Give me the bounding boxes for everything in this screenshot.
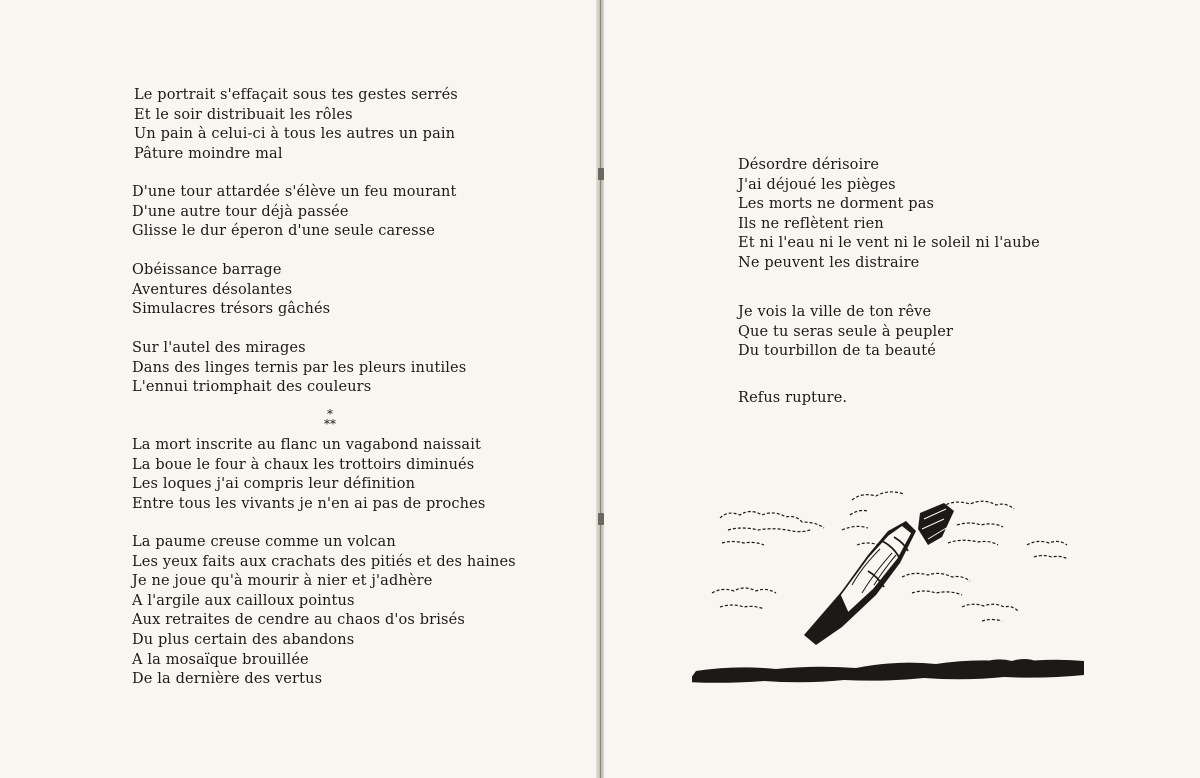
poem-line: Et ni l'eau ni le vent ni le soleil ni l'aube (738, 235, 1040, 252)
poem-line: Les yeux faits aux crachats des pitiés et des haines (132, 553, 516, 570)
poem-line: La mort inscrite au flanc un vagabond naissait (132, 437, 481, 453)
poem-line: Les loques j'ai compris leur définition (132, 476, 416, 493)
stanza (132, 261, 330, 320)
poem-line: Aux retraites de cendre au chaos d'os brisés (132, 612, 465, 629)
poem-line: A la mosaïque brouillée (132, 651, 309, 668)
left-page (0, 0, 598, 778)
poem-line: Je ne joue qu'à mourir à nier et j'adhère (132, 573, 433, 590)
poem-line: Obéissance barrage (132, 262, 282, 278)
poem-line: Un pain à celui-ci à tous les autres un pain (134, 126, 456, 143)
poem-line: Aventures désolantes (132, 281, 293, 298)
poem-line: La boue le four à chaux les trottoirs diminués (132, 456, 475, 473)
stanza (738, 303, 953, 362)
stanza (132, 183, 457, 242)
poem-line: De la dernière des vertus (132, 671, 323, 688)
poem-line: Sur l'autel des mirages (132, 340, 306, 356)
poem-line: Que tu seras seule à peupler (738, 323, 954, 340)
stanza-separator (315, 409, 345, 429)
poem-line: La paume creuse comme un volcan (132, 534, 396, 550)
poem-line: Ne peuvent les distraire (738, 254, 920, 271)
stanza (132, 339, 466, 398)
poem-line: Le portrait s'effaçait sous tes gestes serrés (134, 87, 458, 103)
poem-line: Désordre dérisoire (738, 157, 880, 173)
stanza (134, 86, 458, 164)
poem-line: Simulacres trésors gâchés (132, 301, 331, 318)
poem-line: D'une tour attardée s'élève un feu mourant (132, 184, 457, 200)
poem-line: Et le soir distribuait les rôles (134, 106, 353, 123)
poem-line: J'ai déjoué les pièges (738, 176, 896, 193)
poem-line: Ils ne reflètent rien (738, 215, 884, 232)
poem-line: D'une autre tour déjà passée (132, 203, 349, 220)
fold-line (600, 0, 601, 778)
separator-stars: ** (324, 417, 336, 431)
stanza (738, 389, 847, 409)
separator-star: * (327, 407, 333, 421)
stanza (132, 436, 485, 514)
stanza (132, 533, 516, 690)
poem-line: Du plus certain des abandons (132, 631, 355, 648)
poem-line: Je vois la ville de ton rêve (738, 304, 932, 320)
poem-line: Entre tous les vivants je n'en ai pas de proches (132, 495, 486, 512)
poem-line: Du tourbillon de ta beauté (738, 343, 936, 360)
poem-line: L'ennui triomphait des couleurs (132, 379, 372, 396)
ground-line (692, 659, 1084, 683)
ink-illustration (692, 485, 1092, 685)
poem-line: A l'argile aux cailloux pointus (132, 592, 355, 609)
poem-line: Pâture moindre mal (134, 145, 283, 162)
poem-line: Les morts ne dorment pas (738, 196, 935, 213)
poem-line: Dans des linges ternis par les pleurs inutiles (132, 359, 467, 376)
stanza (738, 156, 1040, 274)
poem-line: Refus rupture. (738, 390, 848, 406)
poem-line: Glisse le dur éperon d'une seule caresse (132, 223, 436, 240)
